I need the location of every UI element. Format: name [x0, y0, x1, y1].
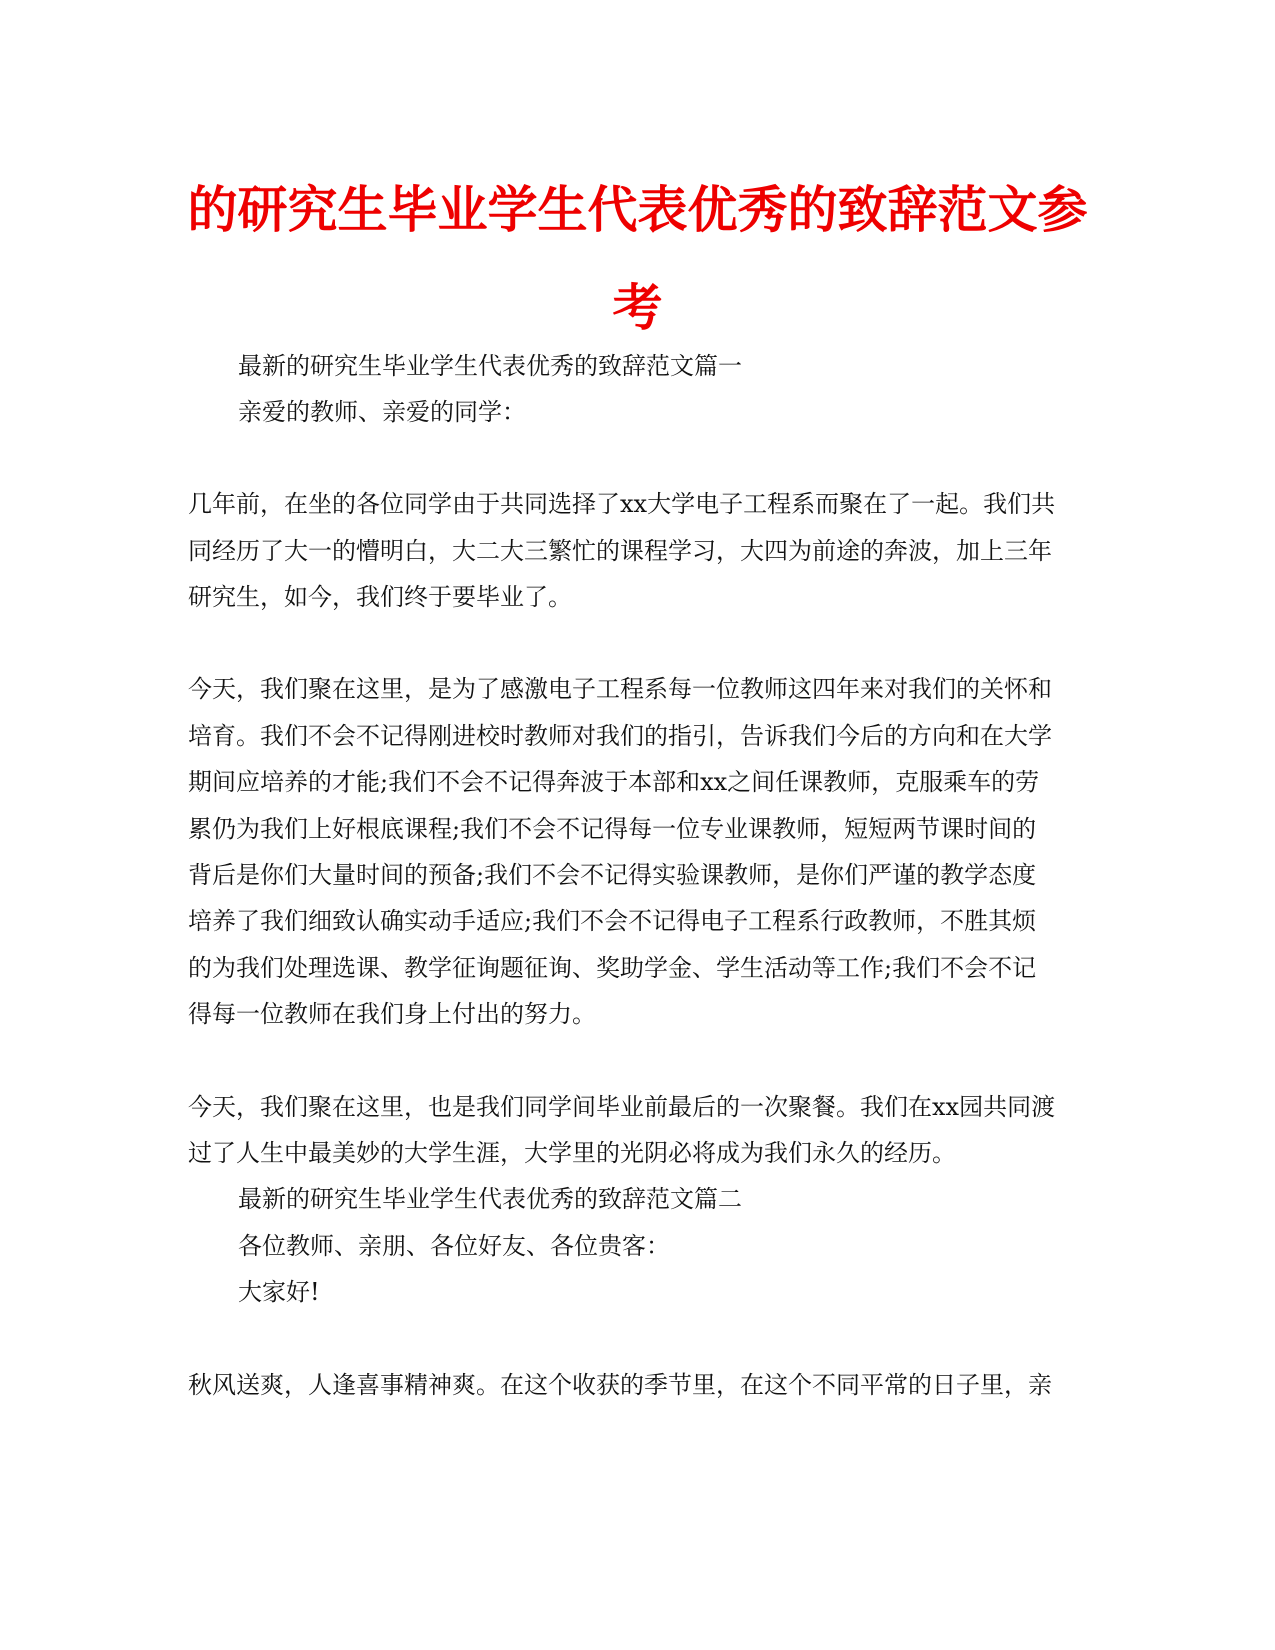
section-heading-1: 最新的研究生毕业学生代表优秀的致辞范文篇一 [238, 352, 742, 380]
document-title-line-1: 的研究生毕业学生代表优秀的致辞范文参 [187, 181, 1088, 239]
paragraph-line: 累仍为我们上好根底课程;我们不会不记得每一位专业课教师，短短两节课时间的 [188, 815, 1037, 843]
paragraph-line: 背后是你们大量时间的预备;我们不会不记得实验课教师，是你们严谨的教学态度 [188, 861, 1037, 889]
paragraph-line: 几年前，在坐的各位同学由于共同选择了xx大学电子工程系而聚在了一起。我们共 [188, 490, 1056, 518]
paragraph-line: 培养了我们细致认确实动手适应;我们不会不记得电子工程系行政教师，不胜其烦 [188, 907, 1037, 935]
section-heading-2: 最新的研究生毕业学生代表优秀的致辞范文篇二 [238, 1185, 742, 1213]
paragraph-line: 的为我们处理选课、教学征询题征询、奖助学金、学生活动等工作;我们不会不记 [188, 954, 1037, 982]
paragraph-line: 得每一位教师在我们身上付出的努力。 [188, 1000, 596, 1028]
paragraph-line: 过了人生中最美妙的大学生涯，大学里的光阴必将成为我们永久的经历。 [188, 1139, 956, 1167]
paragraph-line: 今天，我们聚在这里，也是我们同学间毕业前最后的一次聚餐。我们在xx园共同渡 [188, 1093, 1056, 1121]
paragraph-line: 研究生，如今，我们终于要毕业了。 [188, 583, 572, 611]
greeting: 大家好! [238, 1278, 320, 1306]
paragraph-line: 今天，我们聚在这里，是为了感激电子工程系每一位教师这四年来对我们的关怀和 [188, 675, 1052, 703]
paragraph-line: 秋风送爽，人逢喜事精神爽。在这个收获的季节里，在这个不同平常的日子里，亲 [188, 1371, 1052, 1399]
salutation-2: 各位教师、亲朋、各位好友、各位贵客： [238, 1232, 670, 1260]
paragraph-line: 同经历了大一的懵明白，大二大三繁忙的课程学习，大四为前途的奔波，加上三年 [188, 537, 1052, 565]
document-title-line-2: 考 [612, 279, 663, 337]
salutation-1: 亲爱的教师、亲爱的同学： [238, 398, 526, 426]
paragraph-line: 培育。我们不会不记得刚进校时教师对我们的指引，告诉我们今后的方向和在大学 [188, 722, 1052, 750]
paragraph-line: 期间应培养的才能;我们不会不记得奔波于本部和xx之间任课教师，克服乘车的劳 [188, 768, 1040, 796]
